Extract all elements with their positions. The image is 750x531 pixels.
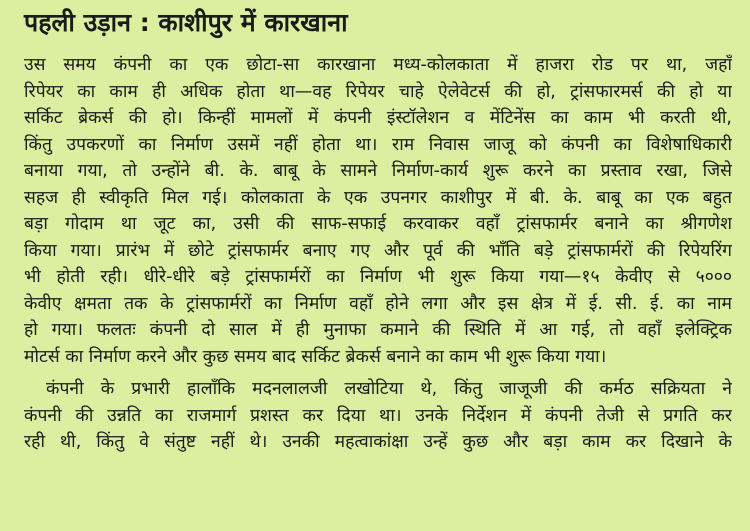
text-line: उस समय कंपनी का एक छोटा-सा कारखाना मध्य-कोलकाता में हाजरा रोड पर था, जहाँ: [24, 55, 732, 75]
section-heading: पहली उड़ान : काशीपुर में कारखाना: [24, 8, 348, 37]
text-line: कंपनी के प्रभारी हालाँकि मदनलालजी लखोटिया थे, किंतु जाजूजी की कर्मठ सक्रियता ने: [46, 379, 732, 399]
text-line: सहज ही स्वीकृति मिल गई। कोलकाता के एक उपनगर काशीपुर में बी. के. बाबू का एक बहुत: [24, 187, 732, 208]
text-line: मोटर्स का निर्माण करने और कुछ समय बाद सर्किट ब्रेकर्स बनाने का काम भी शुरू किया गया।: [24, 346, 607, 367]
text-line: रही थी, किंतु वे संतुष्ट नहीं थे। उनकी महत्वाकांक्षा उन्हें कुछ और बड़ा काम कर दिखाने के: [24, 432, 732, 452]
text-line: भी होती रही। धीरे-धीरे बड़े ट्रांसफार्मरों का निर्माण भी शुरू किया गया—१५ केवीए से ५०००: [24, 267, 732, 287]
body-text: [24, 52, 732, 456]
text-line: हो गया। फलतः कंपनी दो साल में ही मुनाफा कमाने की स्थिति में आ गई, तो वहाँ इलेक्ट्रिक: [24, 320, 732, 340]
paragraph-1: [24, 52, 732, 370]
text-line: रिपेयर का काम ही अधिक होता था—वह रिपेयर चाहे ऐलेवेटर्स की हो, ट्रांसफारमर्स की हो या: [24, 81, 732, 102]
text-line: बड़ा गोदाम था जूट का, उसी की साफ-सफाई करवाकर वहाँ ट्रांसफार्मर बनाने का श्रीगणेश: [24, 214, 732, 234]
text-line: किया गया। प्रारंभ में छोटे ट्रांसफार्मर बनाए गए और पूर्व की भाँति बड़े ट्रांसफार्मरों की रिपेयरिंग: [24, 240, 732, 261]
text-line: किंतु उपकरणों का निर्माण उसमें नहीं होता था। राम निवास जाजू को कंपनी का विशेषाधिकारी: [24, 134, 732, 155]
paragraph-2: [24, 376, 732, 456]
text-line: केवीए क्षमता तक के ट्रांसफार्मरों का निर्माण वहाँ होने लगा और इस क्षेत्र में ई. सी. ई. का नाम: [24, 293, 732, 314]
text-line: सर्किट ब्रेकर्स की हो। किन्हीं मामलों में कंपनी इंस्टॉलेशन व मेंटिनेंस का काम भी करती थी,: [24, 108, 732, 128]
text-line: कंपनी की उन्नति का राजमार्ग प्रशस्त कर दिया था। उनके निर्देशन में कंपनी तेजी से प्रगति कर: [24, 405, 732, 426]
text-line: बनाया गया, तो उन्होंने बी. के. बाबू के सामने निर्माण-कार्य शुरू करने का प्रस्ताव रखा, जिसे: [24, 161, 732, 181]
